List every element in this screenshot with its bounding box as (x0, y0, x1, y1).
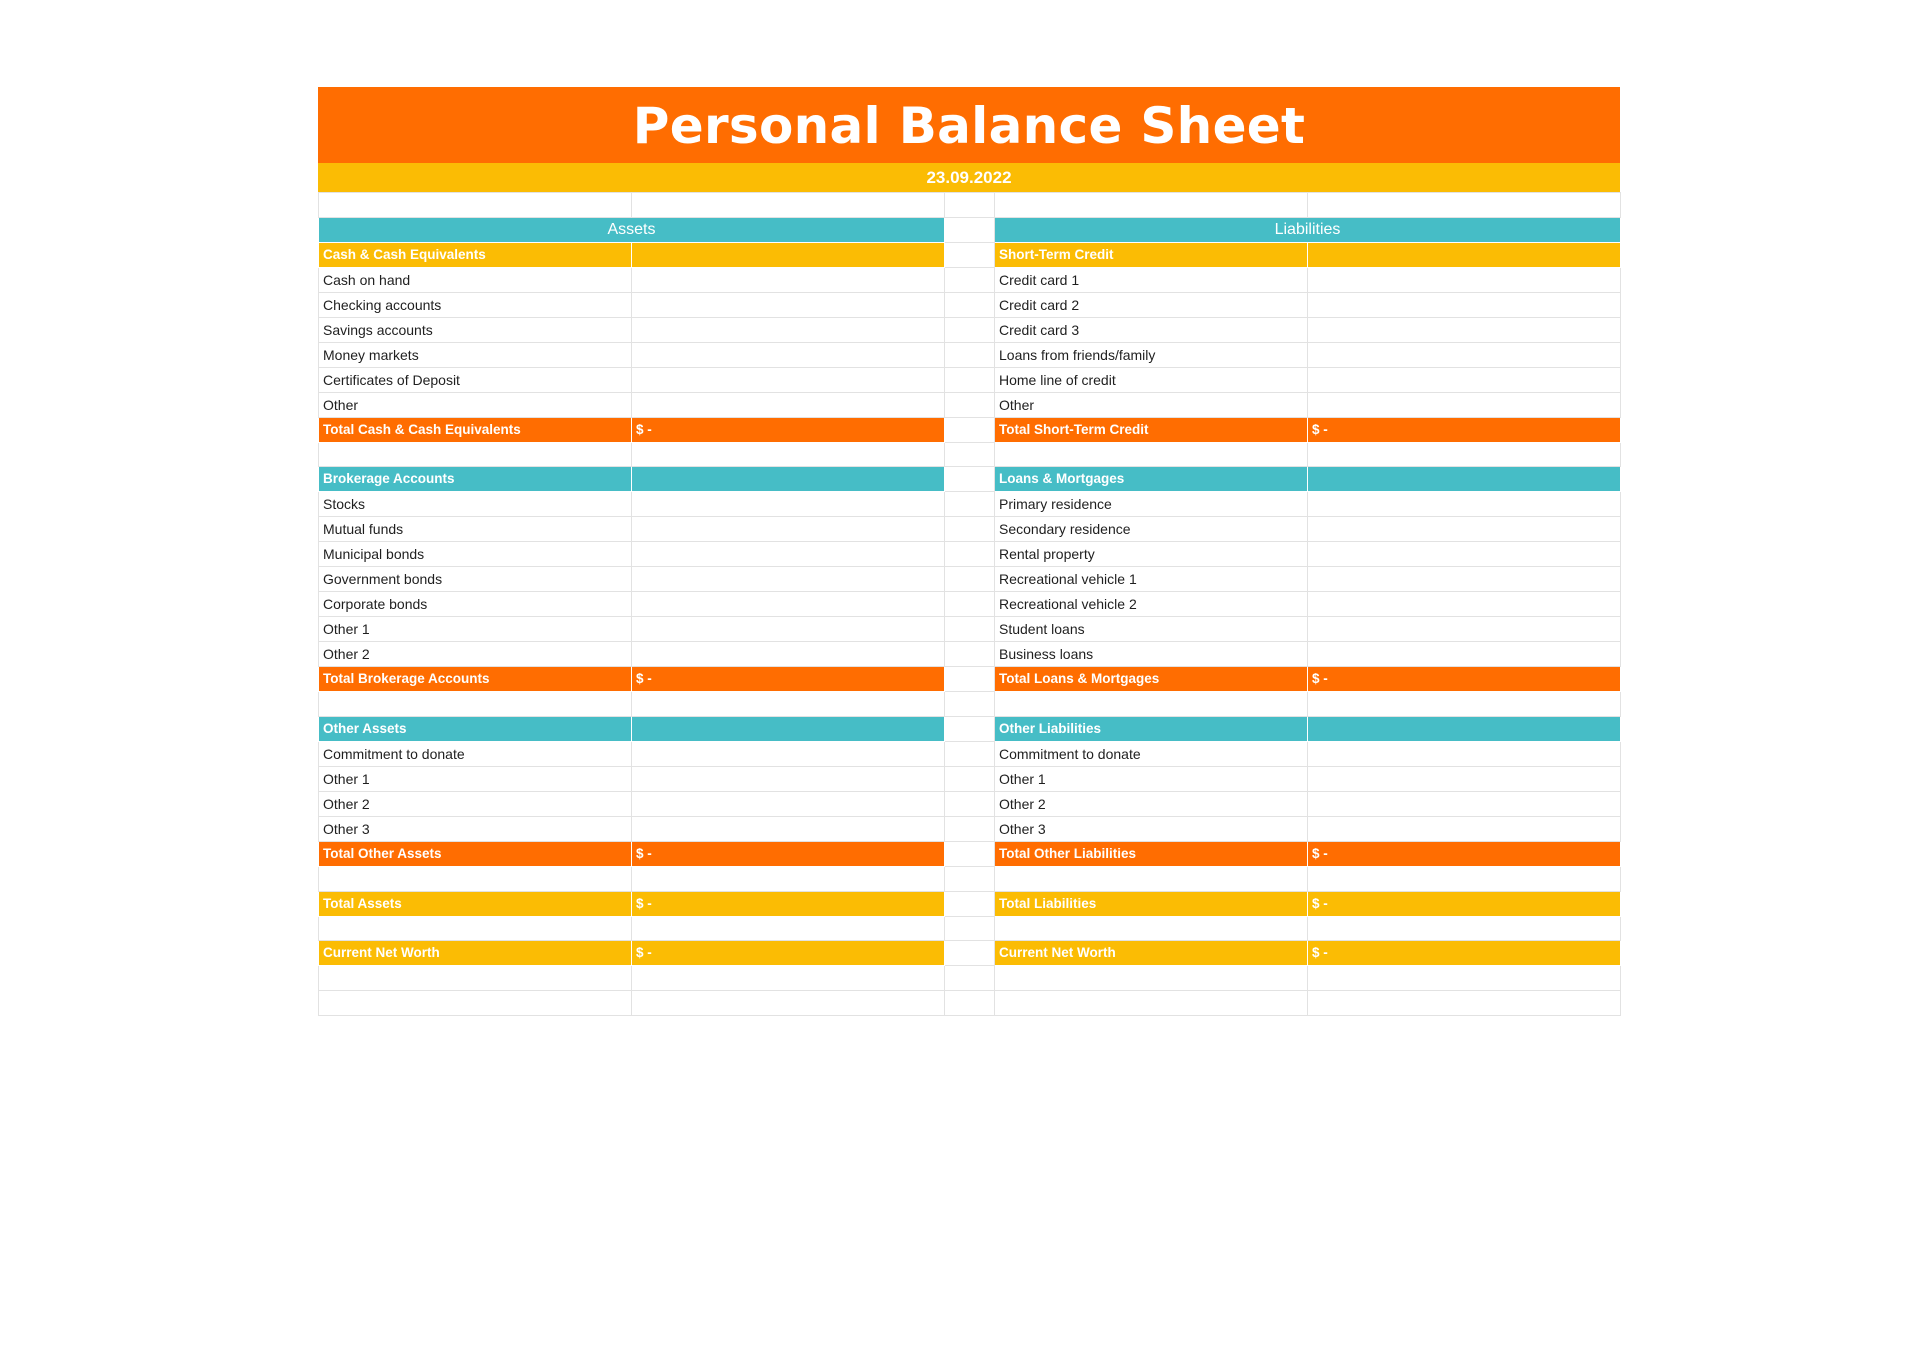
gap-cell[interactable] (945, 467, 995, 492)
cell[interactable] (945, 217, 995, 242)
gap-cell[interactable] (945, 867, 995, 892)
left-value-cell[interactable] (632, 867, 945, 892)
blank-row (319, 692, 1621, 717)
right-label-cell[interactable]: Total Short-Term Credit (995, 417, 1308, 442)
right-label-cell[interactable]: Primary residence (995, 492, 1308, 517)
left-label-cell[interactable]: Other (319, 392, 632, 417)
left-value-cell[interactable] (632, 317, 945, 342)
right-value-cell[interactable] (1308, 742, 1621, 767)
right-value-cell[interactable] (1308, 692, 1621, 717)
right-label-cell[interactable]: Credit card 2 (995, 292, 1308, 317)
right-value-cell[interactable] (1308, 392, 1621, 417)
right-label-cell[interactable] (995, 991, 1308, 1016)
gap-cell[interactable] (945, 742, 995, 767)
right-label-cell[interactable]: Loans from friends/family (995, 342, 1308, 367)
right-value-cell[interactable] (1308, 916, 1621, 941)
gap-cell[interactable] (945, 517, 995, 542)
right-value-cell[interactable]: $ - (1308, 842, 1621, 867)
blank-row (319, 867, 1621, 892)
left-value-cell[interactable]: $ - (632, 941, 945, 966)
right-value-cell[interactable] (1308, 717, 1621, 742)
right-value-cell[interactable] (1308, 617, 1621, 642)
orange-row (319, 417, 1621, 442)
left-value-cell[interactable] (632, 742, 945, 767)
assets-header[interactable]: Assets (319, 217, 945, 242)
right-value-cell[interactable] (1308, 292, 1621, 317)
left-label-cell[interactable]: Current Net Worth (319, 941, 632, 966)
left-value-cell[interactable] (632, 492, 945, 517)
left-label-cell[interactable]: Government bonds (319, 567, 632, 592)
left-label-cell[interactable]: Certificates of Deposit (319, 367, 632, 392)
right-label-cell[interactable]: Credit card 3 (995, 317, 1308, 342)
right-value-cell[interactable]: $ - (1308, 891, 1621, 916)
left-value-cell[interactable] (632, 817, 945, 842)
right-label-cell[interactable]: Current Net Worth (995, 941, 1308, 966)
left-label-cell[interactable] (319, 692, 632, 717)
gap-cell[interactable] (945, 916, 995, 941)
orange-row (319, 667, 1621, 692)
table-row (319, 817, 1621, 842)
right-value-cell[interactable] (1308, 542, 1621, 567)
table-row (319, 392, 1621, 417)
right-value-cell[interactable] (1308, 966, 1621, 991)
balance-sheet (318, 87, 1620, 1016)
left-value-cell[interactable]: $ - (632, 891, 945, 916)
left-label-cell[interactable]: Mutual funds (319, 517, 632, 542)
left-label-cell[interactable] (319, 916, 632, 941)
right-value-cell[interactable]: $ - (1308, 667, 1621, 692)
left-value-cell[interactable] (632, 592, 945, 617)
table-row (319, 592, 1621, 617)
left-label-cell[interactable]: Total Assets (319, 891, 632, 916)
left-label-cell[interactable] (319, 991, 632, 1016)
gap-cell[interactable] (945, 417, 995, 442)
right-label-cell[interactable]: Home line of credit (995, 367, 1308, 392)
right-value-cell[interactable] (1308, 567, 1621, 592)
blank-row (319, 966, 1621, 991)
right-label-cell[interactable] (995, 966, 1308, 991)
right-label-cell[interactable]: Loans & Mortgages (995, 467, 1308, 492)
left-value-cell[interactable]: $ - (632, 667, 945, 692)
left-label-cell[interactable]: Other 3 (319, 817, 632, 842)
left-value-cell[interactable] (632, 916, 945, 941)
left-label-cell[interactable]: Brokerage Accounts (319, 467, 632, 492)
orange-row (319, 842, 1621, 867)
left-value-cell[interactable]: $ - (632, 842, 945, 867)
right-value-cell[interactable] (1308, 367, 1621, 392)
table-row (319, 742, 1621, 767)
table-row (319, 567, 1621, 592)
right-value-cell[interactable] (1308, 317, 1621, 342)
teal-row (319, 717, 1621, 742)
right-label-cell[interactable] (995, 916, 1308, 941)
right-label-cell[interactable]: Total Liabilities (995, 891, 1308, 916)
left-value-cell[interactable]: $ - (632, 417, 945, 442)
left-value-cell[interactable] (632, 567, 945, 592)
gap-cell[interactable] (945, 617, 995, 642)
right-value-cell[interactable] (1308, 267, 1621, 292)
right-value-cell[interactable]: $ - (1308, 941, 1621, 966)
left-value-cell[interactable] (632, 792, 945, 817)
left-value-cell[interactable] (632, 267, 945, 292)
left-value-cell[interactable] (632, 617, 945, 642)
left-value-cell[interactable] (632, 442, 945, 467)
right-label-cell[interactable]: Other (995, 392, 1308, 417)
blank-row (319, 991, 1621, 1016)
gap-cell[interactable] (945, 842, 995, 867)
right-label-cell[interactable]: Commitment to donate (995, 742, 1308, 767)
gap-cell[interactable] (945, 492, 995, 517)
left-label-cell[interactable]: Other 2 (319, 792, 632, 817)
table-row (319, 767, 1621, 792)
left-value-cell[interactable] (632, 242, 945, 267)
gap-cell[interactable] (945, 792, 995, 817)
left-label-cell[interactable]: Savings accounts (319, 317, 632, 342)
left-label-cell[interactable]: Money markets (319, 342, 632, 367)
table-row (319, 267, 1621, 292)
table-row (319, 317, 1621, 342)
left-label-cell[interactable]: Total Other Assets (319, 842, 632, 867)
right-label-cell[interactable] (995, 442, 1308, 467)
gap-cell[interactable] (945, 966, 995, 991)
cell[interactable] (319, 193, 632, 218)
left-label-cell[interactable]: Other 2 (319, 642, 632, 667)
right-label-cell[interactable]: Business loans (995, 642, 1308, 667)
balance-table (318, 192, 1621, 1016)
gap-cell[interactable] (945, 817, 995, 842)
left-label-cell[interactable]: Commitment to donate (319, 742, 632, 767)
right-label-cell[interactable]: Recreational vehicle 2 (995, 592, 1308, 617)
left-label-cell[interactable]: Other 1 (319, 767, 632, 792)
left-label-cell[interactable]: Stocks (319, 492, 632, 517)
blank-row (319, 916, 1621, 941)
right-value-cell[interactable] (1308, 792, 1621, 817)
left-label-cell[interactable]: Checking accounts (319, 292, 632, 317)
right-label-cell[interactable]: Other 1 (995, 767, 1308, 792)
right-label-cell[interactable]: Other 3 (995, 817, 1308, 842)
right-label-cell[interactable]: Total Loans & Mortgages (995, 667, 1308, 692)
left-value-cell[interactable] (632, 991, 945, 1016)
gap-cell[interactable] (945, 642, 995, 667)
right-label-cell[interactable]: Student loans (995, 617, 1308, 642)
gap-cell[interactable] (945, 567, 995, 592)
gap-cell[interactable] (945, 941, 995, 966)
table-row (319, 792, 1621, 817)
section-header-row (319, 217, 1621, 242)
gap-cell[interactable] (945, 891, 995, 916)
gap-cell[interactable] (945, 991, 995, 1016)
yellow-row (319, 891, 1621, 916)
right-label-cell[interactable]: Other 2 (995, 792, 1308, 817)
left-value-cell[interactable] (632, 342, 945, 367)
table-row (319, 517, 1621, 542)
right-value-cell[interactable] (1308, 642, 1621, 667)
right-value-cell[interactable] (1308, 867, 1621, 892)
cell[interactable] (995, 193, 1308, 218)
gap-cell[interactable] (945, 692, 995, 717)
right-label-cell[interactable]: Total Other Liabilities (995, 842, 1308, 867)
gap-cell[interactable] (945, 767, 995, 792)
right-label-cell[interactable] (995, 867, 1308, 892)
gap-cell[interactable] (945, 242, 995, 267)
left-label-cell[interactable]: Other 1 (319, 617, 632, 642)
right-value-cell[interactable] (1308, 442, 1621, 467)
right-label-cell[interactable]: Other Liabilities (995, 717, 1308, 742)
left-label-cell[interactable]: Corporate bonds (319, 592, 632, 617)
right-value-cell[interactable] (1308, 817, 1621, 842)
gap-cell[interactable] (945, 392, 995, 417)
right-label-cell[interactable]: Secondary residence (995, 517, 1308, 542)
left-value-cell[interactable] (632, 542, 945, 567)
cell[interactable] (632, 193, 945, 218)
right-value-cell[interactable]: $ - (1308, 417, 1621, 442)
left-label-cell[interactable]: Other Assets (319, 717, 632, 742)
left-value-cell[interactable] (632, 692, 945, 717)
gap-cell[interactable] (945, 367, 995, 392)
right-value-cell[interactable] (1308, 767, 1621, 792)
left-value-cell[interactable] (632, 367, 945, 392)
right-label-cell[interactable]: Short-Term Credit (995, 242, 1308, 267)
left-value-cell[interactable] (632, 642, 945, 667)
left-value-cell[interactable] (632, 292, 945, 317)
gap-cell[interactable] (945, 717, 995, 742)
left-label-cell[interactable]: Cash & Cash Equivalents (319, 242, 632, 267)
right-value-cell[interactable] (1308, 991, 1621, 1016)
right-label-cell[interactable]: Rental property (995, 542, 1308, 567)
gap-cell[interactable] (945, 667, 995, 692)
right-value-cell[interactable] (1308, 342, 1621, 367)
yellow-row (319, 941, 1621, 966)
table-row (319, 342, 1621, 367)
left-value-cell[interactable] (632, 717, 945, 742)
table-row (319, 542, 1621, 567)
table-row (319, 367, 1621, 392)
right-value-cell[interactable] (1308, 242, 1621, 267)
sheet-date: 23.09.2022 (318, 163, 1620, 192)
gap-cell[interactable] (945, 267, 995, 292)
gap-cell[interactable] (945, 292, 995, 317)
left-label-cell[interactable] (319, 966, 632, 991)
right-label-cell[interactable]: Recreational vehicle 1 (995, 567, 1308, 592)
gap-cell[interactable] (945, 592, 995, 617)
left-label-cell[interactable] (319, 442, 632, 467)
left-label-cell[interactable]: Total Brokerage Accounts (319, 667, 632, 692)
left-label-cell[interactable]: Total Cash & Cash Equivalents (319, 417, 632, 442)
left-label-cell[interactable] (319, 867, 632, 892)
left-value-cell[interactable] (632, 517, 945, 542)
sheet-title: Personal Balance Sheet (318, 87, 1620, 163)
left-value-cell[interactable] (632, 767, 945, 792)
left-value-cell[interactable] (632, 966, 945, 991)
table-row (319, 292, 1621, 317)
cell[interactable] (945, 193, 995, 218)
yellow-row (319, 242, 1621, 267)
right-value-cell[interactable] (1308, 517, 1621, 542)
right-value-cell[interactable] (1308, 492, 1621, 517)
table-row (319, 617, 1621, 642)
left-value-cell[interactable] (632, 392, 945, 417)
gap-cell[interactable] (945, 317, 995, 342)
left-label-cell[interactable]: Municipal bonds (319, 542, 632, 567)
gap-cell[interactable] (945, 342, 995, 367)
spacer-row (319, 193, 1621, 218)
right-value-cell[interactable] (1308, 467, 1621, 492)
table-row (319, 492, 1621, 517)
right-label-cell[interactable]: Credit card 1 (995, 267, 1308, 292)
gap-cell[interactable] (945, 542, 995, 567)
cell[interactable] (1308, 193, 1621, 218)
right-label-cell[interactable] (995, 692, 1308, 717)
left-label-cell[interactable]: Cash on hand (319, 267, 632, 292)
blank-row (319, 442, 1621, 467)
gap-cell[interactable] (945, 442, 995, 467)
teal-row (319, 467, 1621, 492)
left-value-cell[interactable] (632, 467, 945, 492)
right-value-cell[interactable] (1308, 592, 1621, 617)
liabilities-header[interactable]: Liabilities (995, 217, 1621, 242)
table-row (319, 642, 1621, 667)
